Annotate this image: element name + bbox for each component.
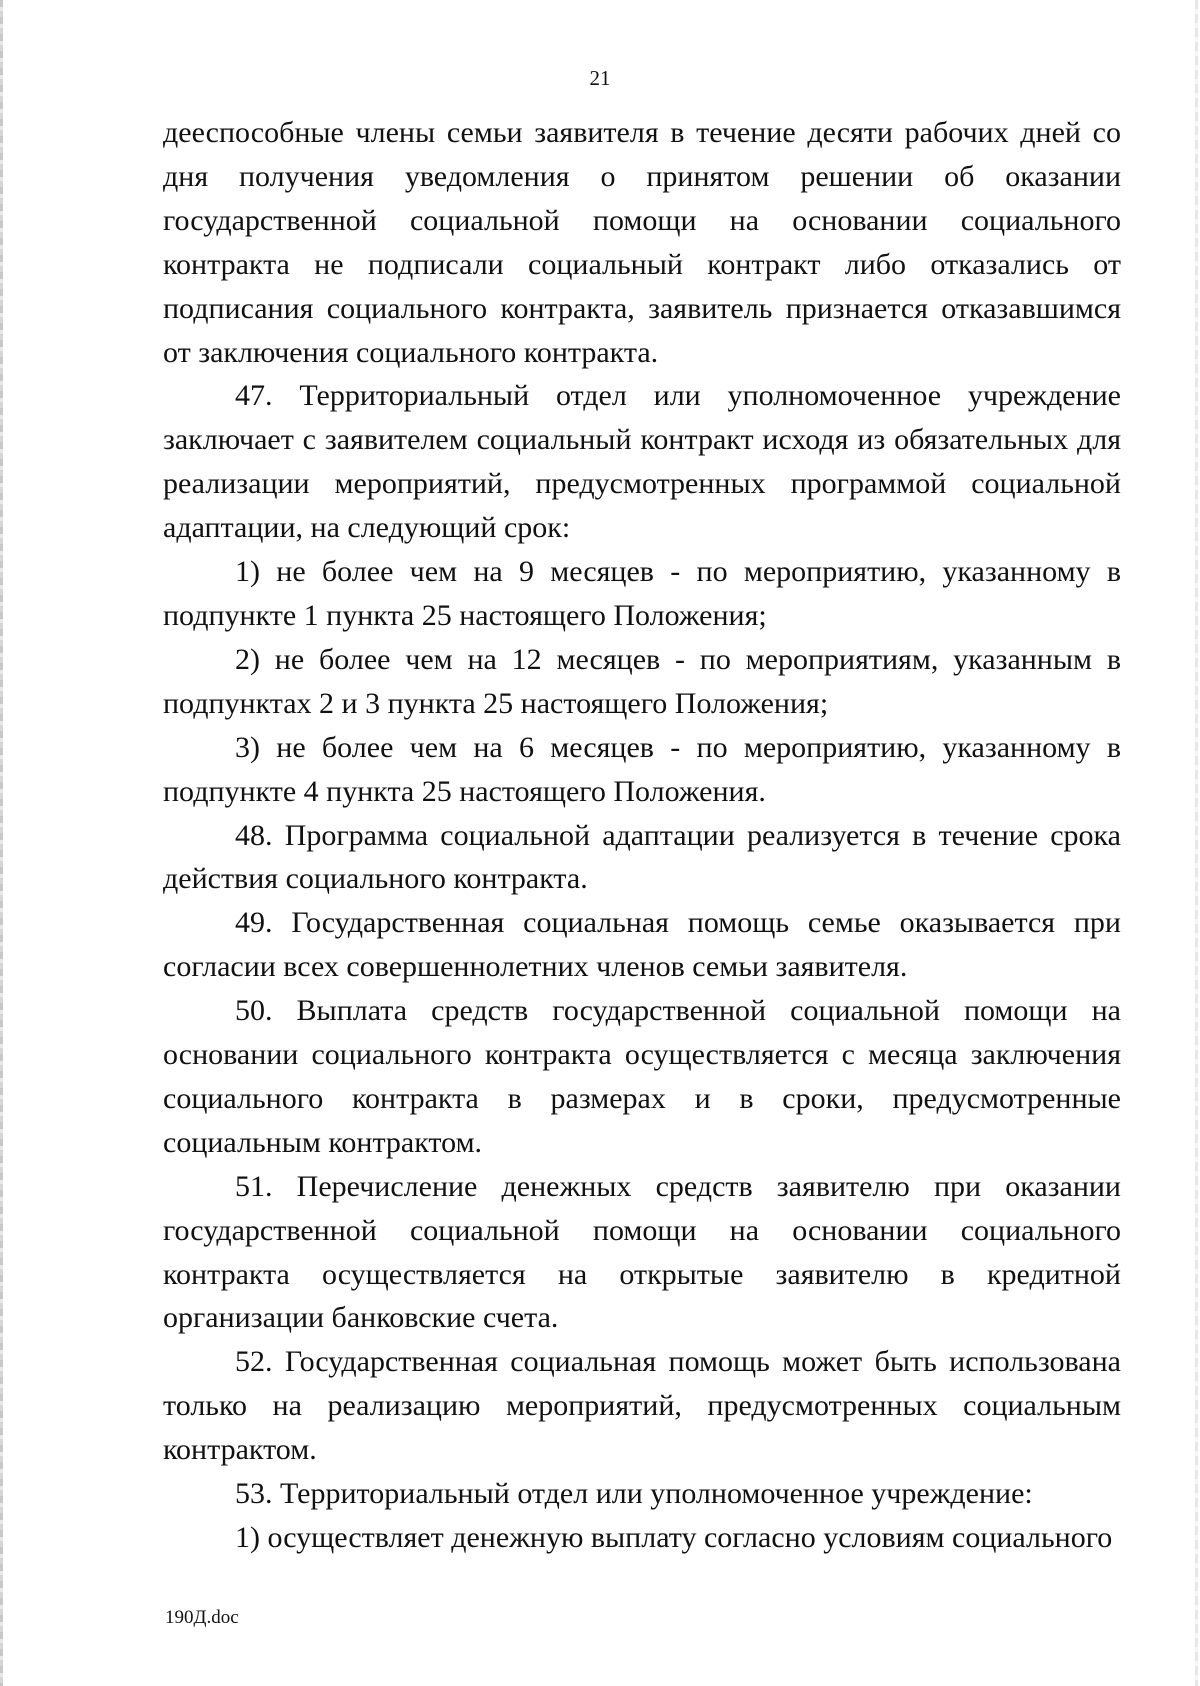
paragraph-47: 47. Территориальный отдел или уполномоченное учреждение заключает с заявителем социальный контракт исходя из обязательных для реализации мероприятий, предусмотренных программой социальной адаптации, на следующий срок:: [163, 379, 1121, 545]
document-body: [163, 111, 1121, 1560]
paragraph-47-item-2: 2) не более чем на 12 месяцев - по мероприятиям, указанным в подпунктах 2 и 3 пункта 25 настоящего Положения;: [163, 642, 1121, 720]
scan-edge-right: [1195, 0, 1198, 1686]
paragraph-48: 48. Программа социальной адаптации реализуется в течение срока действия социального контракта.: [163, 818, 1121, 896]
paragraph-50: 50. Выплата средств государственной социальной помощи на основании социального контракта осуществляется с месяца заключения социального контракта в размерах и в сроки, предусмотренные социальным контрактом.: [163, 994, 1121, 1159]
paragraph-47-item-1: 1) не более чем на 9 месяцев - по мероприятию, указанному в подпункте 1 пункта 25 настоящего Положения;: [163, 555, 1121, 632]
paragraph-53-item-1: 1) осуществляет денежную выплату согласно условиям социального: [235, 1521, 1113, 1554]
paragraph-continuation: дееспособные члены семьи заявителя в течение десяти рабочих дней со дня получения уведомления о принятом решении об оказании государственной социальной помощи на основании социального контракта не подписали социальный контракт либо отказались от подписания социального контракта, заявитель признается отказавшимся от заключения социального контракта.: [163, 116, 1121, 369]
scan-edge-left: [0, 0, 3, 1686]
paragraph-47-item-3: 3) не более чем на 6 месяцев - по мероприятию, указанному в подпункте 4 пункта 25 настоящего Положения.: [163, 730, 1121, 808]
footer-file-name: 190Д.doc: [165, 1607, 239, 1628]
paragraph-53: 53. Территориальный отдел или уполномоченное учреждение:: [235, 1477, 1033, 1511]
paragraph-49: 49. Государственная социальная помощь семье оказывается при согласии всех совершеннолетних членов семьи заявителя.: [163, 906, 1121, 984]
paragraph-52: 52. Государственная социальная помощь может быть использована только на реализацию мероприятий, предусмотренных социальным контрактом.: [163, 1345, 1121, 1467]
paragraph-51: 51. Перечисление денежных средств заявителю при оказании государственной социальной помощи на основании социального контракта осуществляется на открытые заявителю в кредитной организации банковские счета.: [163, 1169, 1121, 1335]
page-number: 21: [589, 66, 611, 90]
